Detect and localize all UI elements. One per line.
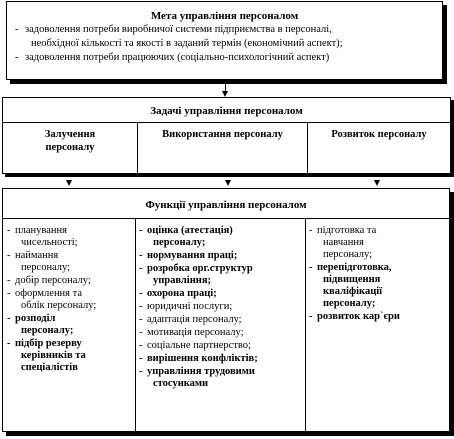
function-item-line: наймання — [15, 250, 59, 261]
function-item — [7, 313, 131, 337]
list-dash: - — [139, 340, 143, 351]
function-item-line: розробка орг.структур — [147, 263, 253, 274]
goal-item-1-line-1: задоволення потреби виробничої системи підприємства в персоналі, — [25, 24, 332, 35]
function-item — [139, 301, 301, 313]
function-item-line: мотивація персоналу; — [147, 327, 244, 338]
arrow-down-icon — [374, 180, 380, 186]
list-dash: - — [139, 263, 143, 274]
task-attraction-line-2: персоналу — [45, 142, 95, 153]
list-dash: - — [139, 288, 143, 299]
list-dash: - — [309, 262, 313, 273]
functions-col-attraction — [7, 225, 131, 375]
goal-item-1-line-2: необхідної кількості та якості в заданий термін (економічний аспект); — [31, 38, 343, 49]
arrow-down-icon — [225, 180, 231, 186]
function-item-line: розподіл — [15, 313, 56, 324]
arrow-down-icon — [66, 180, 72, 186]
function-item-line: планування — [15, 225, 67, 236]
function-item-line: нормування праці; — [147, 250, 238, 261]
list-dash: - — [139, 353, 143, 364]
function-item — [139, 263, 301, 287]
tasks-box — [2, 97, 451, 174]
function-item-line: навчання — [323, 237, 364, 248]
function-item — [139, 225, 301, 249]
list-dash: - — [139, 314, 143, 325]
function-item-line: кваліфікації — [323, 286, 383, 297]
function-item — [309, 225, 447, 261]
goal-item-2-line-1: задоволення потреби працюючих (соціально-психологічний аспект) — [25, 52, 330, 63]
function-item-line: соціальне партнерство; — [147, 340, 251, 351]
function-item-line: добір персоналу; — [15, 275, 91, 286]
function-item-line: управління; — [153, 275, 212, 286]
list-dash: - — [7, 275, 11, 286]
function-item-line: чисельності; — [21, 237, 78, 248]
function-item — [309, 262, 447, 310]
tasks-divider — [3, 122, 450, 123]
task-usage: Використання персоналу — [162, 129, 283, 140]
function-item-line: підбір резерву — [15, 338, 82, 349]
function-item-line: адаптація персоналу; — [147, 314, 242, 325]
list-dash: - — [309, 311, 313, 322]
function-item — [139, 288, 301, 300]
function-item-line: охорона праці; — [147, 288, 217, 299]
function-item-line: розвиток кар`єри — [317, 311, 400, 322]
function-item-line: облік персоналу; — [21, 300, 97, 311]
function-item-line: персоналу; — [323, 249, 373, 260]
functions-col-divider-1 — [135, 218, 136, 431]
function-item — [7, 338, 131, 374]
function-item — [139, 353, 301, 365]
tasks-title: Задачі управління персоналом — [150, 105, 303, 117]
function-item — [7, 288, 131, 312]
function-item-line: персоналу; — [21, 325, 74, 336]
function-item — [139, 366, 301, 390]
function-item — [7, 225, 131, 249]
function-item-line: підвищення — [323, 274, 381, 285]
functions-title: Функції управління персоналом — [145, 199, 307, 211]
function-item-line: персоналу; — [323, 298, 376, 309]
list-dash: - — [7, 288, 11, 299]
list-dash: - — [7, 225, 11, 236]
function-item-line: персоналу; — [153, 237, 206, 248]
functions-box — [2, 188, 450, 432]
goal-item-1-dash: - — [15, 24, 19, 35]
list-dash: - — [139, 250, 143, 261]
functions-col-divider-2 — [305, 218, 306, 431]
task-development: Розвиток персоналу — [331, 129, 427, 140]
list-dash: - — [139, 301, 143, 312]
function-item-line: управління трудовими — [147, 366, 255, 377]
list-dash: - — [139, 225, 143, 236]
function-item — [7, 250, 131, 274]
functions-col-development — [309, 225, 447, 324]
list-dash: - — [139, 366, 143, 377]
function-item — [7, 275, 131, 287]
function-item — [139, 250, 301, 262]
function-item-line: підготовка та — [317, 225, 377, 236]
function-item-line: персоналу; — [21, 262, 71, 273]
function-item — [139, 327, 301, 339]
goal-box — [6, 1, 443, 80]
list-dash: - — [7, 313, 11, 324]
function-item-line: юридичні послуги; — [147, 301, 233, 312]
functions-col-usage — [139, 225, 301, 391]
function-item-line: вирішення конфліктів; — [147, 353, 258, 364]
function-item-line: керівників та — [21, 350, 86, 361]
function-item — [139, 314, 301, 326]
function-item-line: спеціалістів — [21, 362, 78, 373]
list-dash: - — [7, 250, 11, 261]
functions-divider — [3, 218, 449, 219]
function-item-line: перепідготовка, — [317, 262, 392, 273]
function-item-line: стосунками — [153, 378, 209, 389]
function-item — [309, 311, 447, 323]
goal-item-2-dash: - — [15, 52, 19, 63]
task-attraction-line-1: Залучення — [44, 129, 96, 140]
list-dash: - — [7, 338, 11, 349]
function-item — [139, 340, 301, 352]
function-item-line: оцінка (атестація) — [147, 225, 233, 236]
function-item-line: оформлення та — [15, 288, 83, 299]
goal-title: Мета управління персоналом — [150, 10, 299, 22]
list-dash: - — [139, 327, 143, 338]
list-dash: - — [309, 225, 313, 236]
